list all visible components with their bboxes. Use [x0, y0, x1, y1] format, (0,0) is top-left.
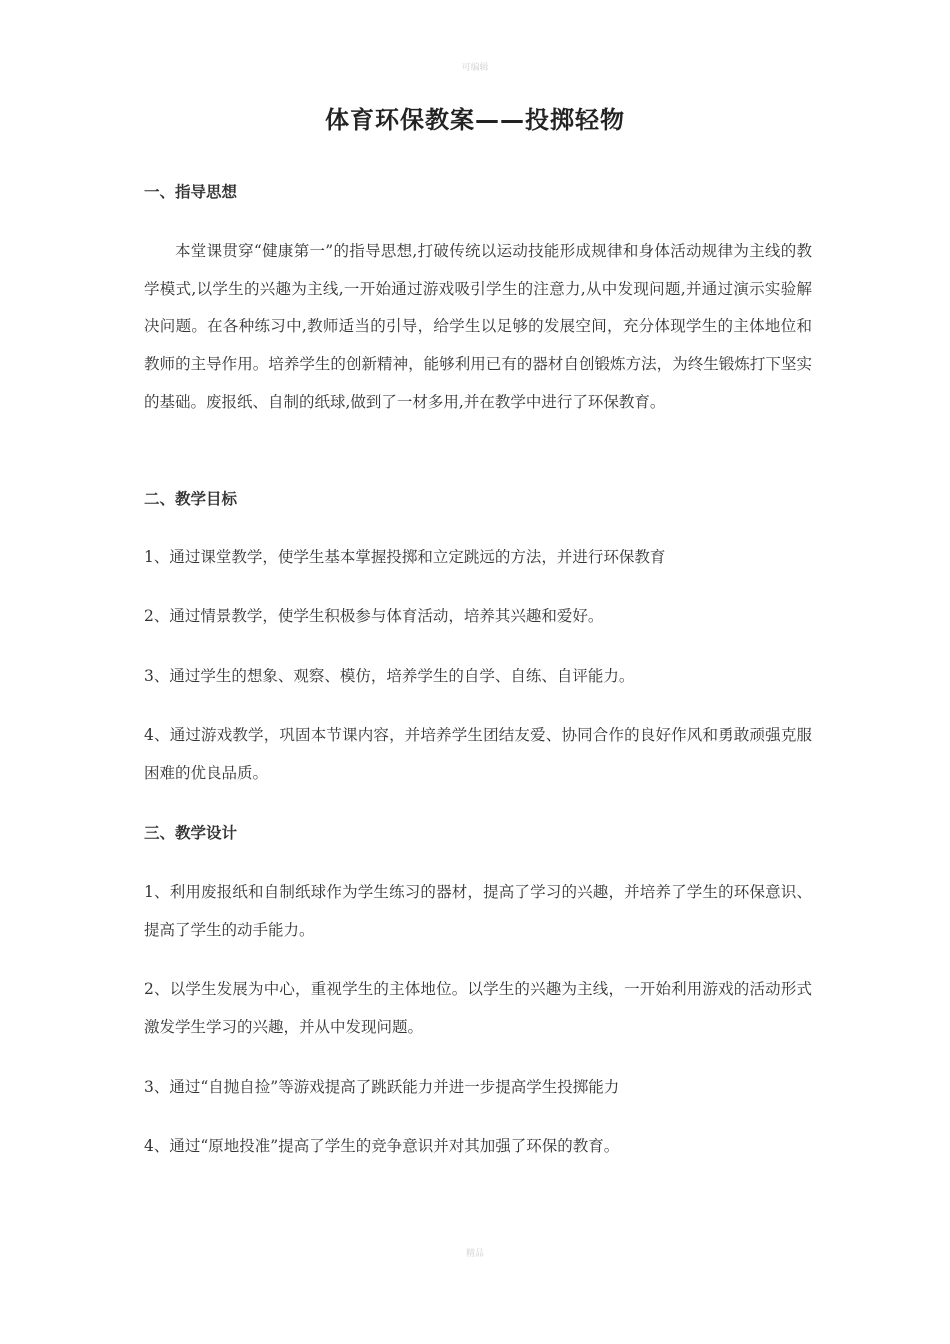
- section-heading: 一、指导思想: [144, 183, 238, 201]
- goal-item-4-block: [144, 716, 812, 792]
- goal-item-3-block: [144, 657, 812, 695]
- section-teaching-goals: [144, 484, 812, 514]
- section-teaching-design: [144, 818, 812, 848]
- list-item: 3、通过学生的想象、观察、模仿，培养学生的自学、自练、自评能力。: [144, 667, 635, 685]
- list-item: 2、通过情景教学，使学生积极参与体育活动，培养其兴趣和爱好。: [144, 607, 604, 625]
- document-title: 体育环保教案——投掷轻物: [325, 106, 625, 134]
- section-guiding-thought-body: [144, 233, 812, 422]
- list-item: 1、利用废报纸和自制纸球作为学生练习的器材，提高了学习的兴趣，并培养了学生的环保意识、提高了学生的动手能力。: [144, 883, 812, 939]
- goal-item-2-block: [144, 597, 812, 635]
- design-item-4-block: [144, 1127, 812, 1165]
- goal-item-1-block: [144, 538, 812, 576]
- list-item: 4、通过游戏教学，巩固本节课内容，并培养学生团结友爱、协同合作的良好作风和勇敢顽强克服困难的优良品质。: [144, 726, 812, 782]
- section-heading: 三、教学设计: [144, 824, 238, 842]
- guiding-thought-paragraph: 本堂课贯穿“健康第一”的指导思想,打破传统以运动技能形成规律和身体活动规律为主线的教学模式,以学生的兴趣为主线,一开始通过游戏吸引学生的注意力,从中发现问题,并通过演示实验解决问题。在各种练习中,教师适当的引导，给学生以足够的发展空间，充分体现学生的主体地位和教师的主导作用。培养学生的创新精神，能够利用已有的器材自创锻炼方法，为终生锻炼打下坚实的基础。废报纸、自制的纸球,做到了一材多用,并在教学中进行了环保教育。: [144, 242, 812, 411]
- list-item: 2、以学生发展为中心，重视学生的主体地位。以学生的兴趣为主线，一开始利用游戏的活动形式激发学生学习的兴趣，并从中发现问题。: [144, 980, 812, 1036]
- design-item-3-block: [144, 1068, 812, 1106]
- design-item-1-block: [144, 873, 812, 949]
- list-item: 4、通过“原地投准”提高了学生的竞争意识并对其加强了环保的教育。: [144, 1137, 620, 1155]
- section-heading: 二、教学目标: [144, 490, 238, 508]
- section-guiding-thought: [144, 177, 812, 207]
- header-watermark: 可编辑: [461, 63, 489, 73]
- design-item-2-block: [144, 970, 812, 1046]
- list-item: 3、通过“自抛自捡”等游戏提高了跳跃能力并进一步提高学生投掷能力: [144, 1078, 620, 1096]
- list-item: 1、通过课堂教学，使学生基本掌握投掷和立定跳远的方法，并进行环保教育: [144, 548, 666, 566]
- footer-watermark: 精品: [465, 1249, 484, 1259]
